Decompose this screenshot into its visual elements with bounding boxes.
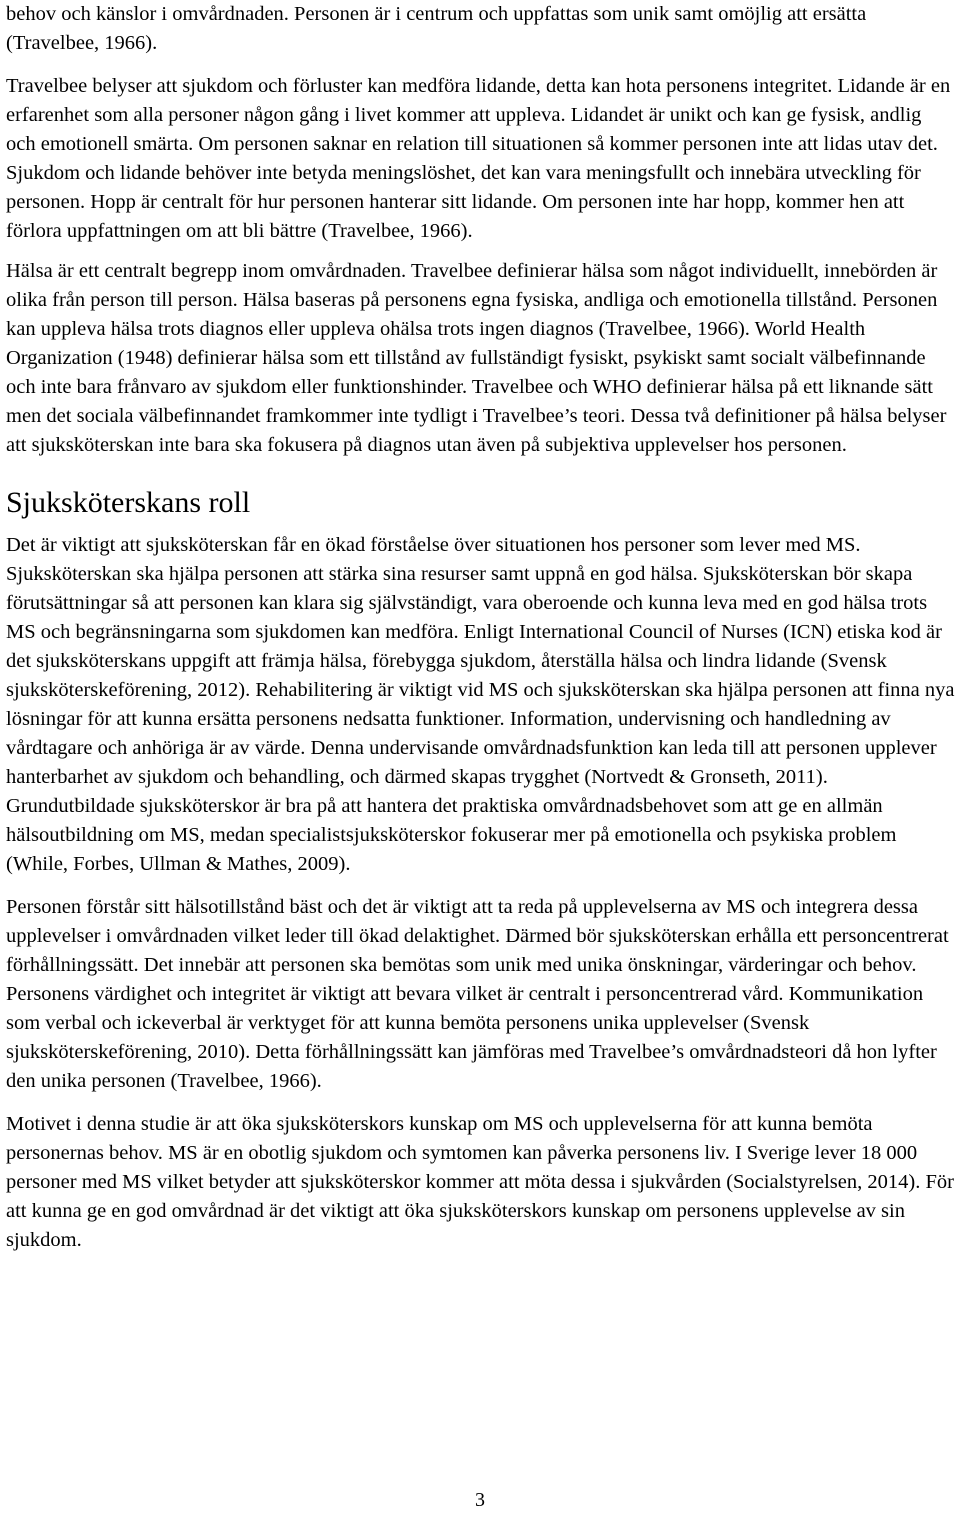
paragraph-person-centered — [6, 893, 956, 1096]
sentence: För att kunna ge en god omvårdnad är det viktigt att öka sjuksköterskors kunskap om personens upplevelse av sin sjukdom. — [6, 1171, 954, 1251]
sentence: Lidandet är unikt och kan ge fysisk, andlig och emotionell smärta. — [6, 104, 922, 155]
paragraph-health — [6, 257, 956, 460]
sentence: behov och känslor i omvårdnaden. Personen är i centrum och uppfattas som unik samt omöjlig att ersätta (Travelbee, 1966). — [6, 3, 867, 54]
sentence: Rehabilitering är viktigt vid MS och sjuksköterskan ska hjälpa personen att finna nya lösningar för att kunna ersätta personens nedsatta funktioner. — [6, 679, 955, 730]
sentence: MS är en obotlig sjukdom och symtomen kan påverka personens liv. — [168, 1142, 730, 1164]
sentence: Personen förstår sitt hälsotillstånd bäst och det är viktigt att ta reda på upplevelserna av MS och integrera dessa upplevelser i omvårdnaden vilket leder till ökad delaktighet. — [6, 896, 918, 947]
sentence: Lidande är en erfarenhet som alla personer någon gång i livet kommer att uppleva. — [6, 75, 951, 126]
sentence: Personens värdighet och integritet är viktigt att bevara vilket är centralt i personcentrerad vård. — [6, 983, 784, 1005]
paragraph-motive — [6, 1110, 956, 1255]
sentence: Grundutbildade sjuksköterskor är bra på att hantera det praktiska omvårdnadsbehovet som att ge en allmän hälsoutbildning om MS, medan specialistsjuksköterskor fokuserar mer på emotionella och psykiska problem (While, Forbes, Ullman & Mathes, 2009). — [6, 795, 897, 875]
sentence: Travelbee och WHO definierar hälsa på ett liknande sätt men det sociala välbefinnandet framkommer inte tydligt i Travelbee’s teori. — [6, 376, 933, 427]
sentence: Detta förhållningssätt kan jämföras med Travelbee’s omvårdnadsteori då hon lyfter den unika personen (Travelbee, 1966). — [6, 1041, 937, 1092]
sentence: Denna undervisande omvårdnadsfunktion kan leda till att personen upplever hanterbarhet av sjukdom och behandling, och därmed skapas trygghet (Nortvedt & Gronseth, 2011). — [6, 737, 937, 788]
sentence: World Health Organization (1948) definierar hälsa som ett tillstånd av fullständigt fysiskt, psykiskt samt socialt välbefinnande och inte bara frånvaro av sjukdom eller funktionshinder. — [6, 318, 926, 398]
sentence: Det är viktigt att sjuksköterskan får en ökad förståelse över situationen hos personer som lever med MS. — [6, 534, 861, 556]
sentence: Hälsa är ett centralt begrepp inom omvårdnaden. — [6, 260, 407, 282]
section-heading: Sjuksköterskans roll — [6, 486, 251, 519]
sentence: Om personen inte har hopp, kommer hen att förlora uppfattningen om att bli bättre (Travelbee, 1966). — [6, 191, 905, 242]
paragraph-suffering — [6, 72, 956, 246]
sentence: Hopp är centralt för hur personen hanterar sitt lidande. — [90, 191, 538, 213]
sentence: Travelbee definierar hälsa som något individuellt, innebörden är olika från person till person. — [6, 260, 938, 311]
sentence: Om personen saknar en relation till situationen så kommer personen inte att lidas utav det. — [198, 133, 938, 155]
sentence: Information, undervisning och handledning av vårdtagare och anhöriga är av värde. — [6, 708, 891, 759]
sentence: I Sverige lever 18 000 personer med MS vilket betyder att sjuksköterskor kommer att möta dessa i sjukvården (Socialstyrelsen, 2014). — [6, 1142, 921, 1193]
sentence: Kommunikation som verbal och ickeverbal är verktyget för att kunna bemöta personens unika upplevelser (Svensk sjuksköterskeförening, 2010). — [6, 983, 924, 1063]
sentence: Motivet i denna studie är att öka sjuksköterskors kunskap om MS och upplevelserna för att kunna bemöta personernas behov. — [6, 1113, 873, 1164]
sentence: Det innebär att personen ska bemötas som unik med unika önskningar, värderingar och behov. — [143, 954, 917, 976]
sentence: Sjukdom och lidande behöver inte betyda meningslöshet, det kan vara meningsfullt och innebära utveckling för personen. — [6, 162, 921, 213]
sentence: Sjuksköterskan bör skapa förutsättningar så att personen kan klara sig självständigt, vara oberoende och kunna leva med en god hälsa trots MS och begränsningarna som sjukdomen kan medföra. — [6, 563, 928, 643]
page-number: 3 — [475, 1489, 485, 1511]
sentence: Därmed bör sjuksköterskan erhålla ett personcentrerat förhållningssätt. — [6, 925, 949, 976]
paragraph-intro-continuation — [6, 0, 956, 58]
sentence: Dessa två definitioner på hälsa belyser att sjuksköterskan inte bara ska fokusera på diagnos utan även på subjektiva upplevelser hos personen. — [6, 405, 947, 456]
paragraph-nurse-role — [6, 531, 956, 879]
sentence: Sjuksköterskan ska hjälpa personen att stärka sina resurser samt uppnå en god hälsa. — [6, 563, 698, 585]
sentence: Hälsa baseras på personens egna fysiska, andliga och emotionella tillstånd. — [242, 289, 858, 311]
sentence: Travelbee belyser att sjukdom och förluster kan medföra lidande, detta kan hota personens integritet. — [6, 75, 833, 97]
sentence: Personen kan uppleva hälsa trots diagnos eller uppleva ohälsa trots ingen diagnos (Travelbee, 1966). — [6, 289, 938, 340]
sentence: Enligt International Council of Nurses (ICN) etiska kod är det sjuksköterskans uppgift att främja hälsa, förebygga sjukdom, återställa hälsa och lindra lidande (Svensk sjuksköterskeförening, 2012). — [6, 621, 942, 701]
document-page — [6, 0, 956, 1255]
